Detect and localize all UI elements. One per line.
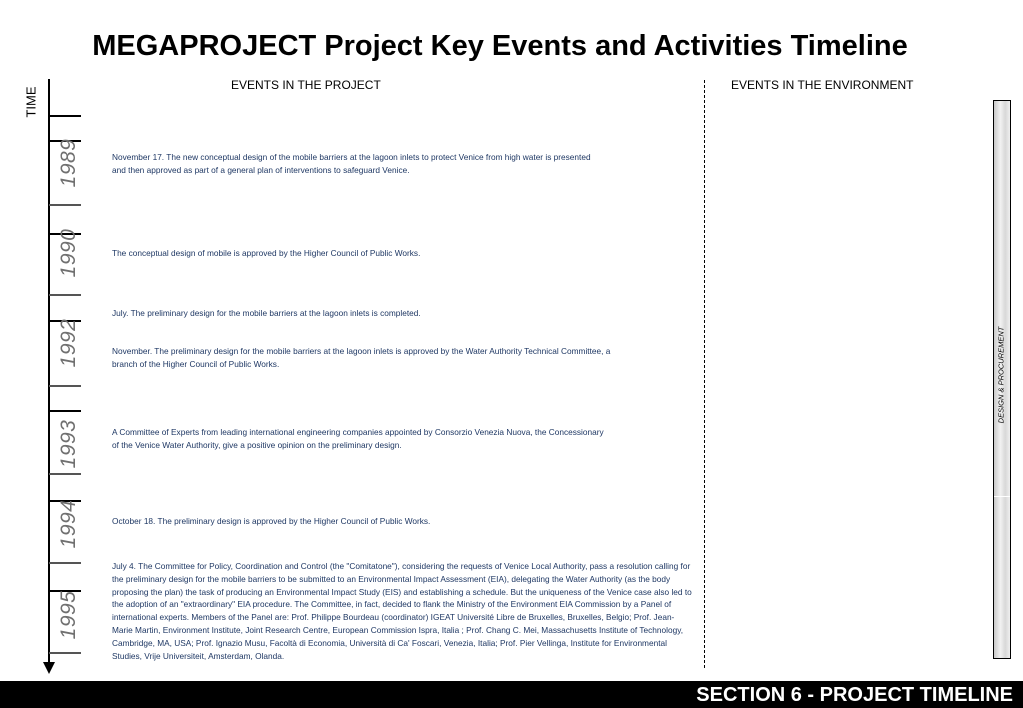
year-text: 1990 bbox=[57, 228, 80, 278]
year-text: 1992 bbox=[57, 318, 80, 368]
year-separator bbox=[49, 385, 81, 387]
phase-label-text: DESIGN & PROCUREMENT bbox=[996, 326, 1006, 424]
event-1994-oct: October 18. The preliminary design is approved by the Higher Council of Public Works. bbox=[112, 516, 431, 526]
event-1995-jul: July 4. The Committee for Policy, Coordination and Control (the "Comitatone"), considering the requests of Venice Local Authority, pass a resolution calling for the preliminary design for the mobile barriers to be submitted to an Environmental Impact Assessment (EIA), delegating the Water Authority (as the body proposing the plan) the task of producing an Environmental Impact Study (EIS) and establishing a schedule. But the uniqueness of the Venice case also led to the adoption of an "extraordinary" EIA procedure. The Committee, in fact, decided to flank the Ministry of the Environment EIA Commission by a Panel of international experts. Members of the Panel are: Prof. Philippe Bourdeau (coordinator) IGEAT Université Libre de Bruxelles, Bruxelles, Belgio; Prof. Jean-Marie Martin, Environment Institute, Joint Research Centre, European Commission Ispra, Italia ; Prof. Chang C. Mei, Massachusetts Institute of Technology, Cambridge, MA, USA; Prof. Ignazio Musu, Facoltà di Economia, Università di Ca' Foscari, Venezia, Italia; Prof. Pier Vellinga, Institute for Environmental Studies, Vrije Universiteit, Amsterdam, Olanda. bbox=[112, 561, 692, 661]
year-text: 1994 bbox=[57, 499, 80, 549]
page-title: MEGAPROJECT Project Key Events and Activities Timeline bbox=[92, 30, 908, 62]
phase-bar-separator bbox=[994, 496, 1010, 497]
year-label bbox=[48, 494, 90, 554]
year-separator bbox=[49, 562, 81, 564]
project-events-heading: EVENTS IN THE PROJECT bbox=[231, 78, 381, 92]
year-separator bbox=[49, 294, 81, 296]
axis-tick bbox=[49, 115, 81, 117]
time-axis-label-text: TIME bbox=[23, 86, 39, 118]
year-label bbox=[48, 313, 90, 373]
time-axis-label bbox=[13, 84, 49, 120]
event-1993: A Committee of Experts from leading international engineering companies appointed by Consorzio Venezia Nuova, the Concessionary of the Venice Water Authority, give a positive opinion on the preliminary design. bbox=[112, 427, 604, 450]
environment-events-heading: EVENTS IN THE ENVIRONMENT bbox=[731, 78, 914, 92]
timeline-arrow-icon bbox=[43, 662, 55, 674]
year-label bbox=[48, 223, 90, 283]
axis-tick bbox=[49, 410, 81, 412]
year-separator bbox=[49, 204, 81, 206]
year-label bbox=[48, 414, 90, 474]
year-text: 1995 bbox=[57, 590, 80, 640]
phase-label bbox=[993, 310, 1009, 440]
year-text: 1993 bbox=[57, 419, 80, 469]
event-1992-nov: November. The preliminary design for the mobile barriers at the lagoon inlets is approved by the Water Authority Technical Committee, a branch of the Higher Council of Public Works. bbox=[112, 346, 611, 369]
event-1989-nov: November 17. The new conceptual design of the mobile barriers at the lagoon inlets to protect Venice from high water is presented and then approved as part of a general plan of interventions to safeguard Venice. bbox=[112, 152, 591, 175]
year-separator bbox=[49, 652, 81, 654]
event-1990: The conceptual design of mobile is approved by the Higher Council of Public Works. bbox=[112, 248, 421, 258]
column-divider bbox=[704, 80, 705, 668]
footer-text: SECTION 6 - PROJECT TIMELINE bbox=[696, 684, 1013, 706]
event-1992-jul: July. The preliminary design for the mobile barriers at the lagoon inlets is completed. bbox=[112, 308, 421, 318]
year-label bbox=[48, 133, 90, 193]
footer-bar bbox=[0, 681, 1023, 708]
year-text: 1989 bbox=[57, 138, 80, 188]
year-label bbox=[48, 585, 90, 645]
